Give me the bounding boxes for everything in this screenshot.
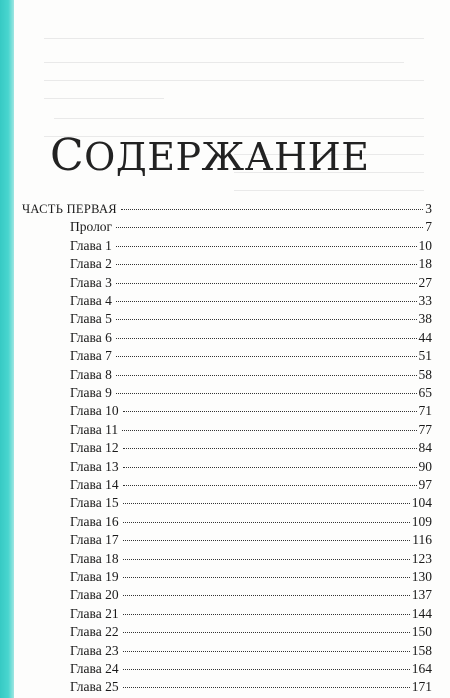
- cover-edge: [0, 0, 14, 698]
- leader-dots: [123, 595, 410, 596]
- leader-dots: [123, 467, 417, 468]
- toc-entry-label: Глава 12: [70, 440, 119, 456]
- toc-entry-row[interactable]: [22, 494, 432, 512]
- leader-dots: [116, 356, 417, 357]
- toc-part-page: 3: [425, 201, 432, 216]
- leader-dots: [116, 375, 417, 376]
- toc-entry-row[interactable]: [22, 568, 432, 586]
- toc-entry-label: Глава 14: [70, 477, 119, 492]
- toc-entry-row[interactable]: [22, 550, 432, 568]
- leader-dots: [116, 246, 417, 247]
- toc-entry-label: Глава 8: [70, 366, 112, 382]
- leader-dots: [123, 448, 417, 449]
- toc-entry-label: Глава 22: [70, 624, 119, 640]
- toc-entry-label: Глава 9: [70, 385, 112, 400]
- leader-dots: [122, 430, 416, 431]
- toc-entry-page: 150: [411, 624, 432, 640]
- toc-entry-row[interactable]: [22, 678, 432, 696]
- leader-dots: [123, 577, 410, 578]
- toc-entry-label: Глава 19: [70, 569, 119, 584]
- toc-entry-label: Глава 5: [70, 311, 112, 327]
- toc-entry-row[interactable]: [22, 623, 432, 641]
- toc-entry-page: 137: [411, 587, 432, 603]
- toc-entry-page: 164: [411, 661, 432, 676]
- toc-entry-page: 44: [418, 329, 432, 345]
- book-page: [14, 0, 450, 698]
- toc-entry-page: 130: [411, 569, 432, 584]
- toc-entry-row[interactable]: [22, 218, 432, 236]
- toc-entry-row[interactable]: [22, 605, 432, 623]
- toc-entry-page: 123: [411, 550, 432, 566]
- leader-dots: [123, 559, 410, 560]
- toc-entry-row[interactable]: [22, 476, 432, 494]
- toc-entry-row[interactable]: [22, 439, 432, 457]
- toc-entry-label: Глава 20: [70, 587, 119, 603]
- toc-entry-page: 58: [418, 366, 432, 382]
- toc-entry-label: Глава 3: [70, 274, 112, 290]
- leader-dots: [121, 209, 423, 210]
- toc-entry-page: 171: [411, 679, 432, 695]
- leader-dots: [116, 393, 417, 394]
- leader-dots: [123, 540, 411, 541]
- toc-entry-row[interactable]: [22, 586, 432, 604]
- toc-entry-page: 65: [418, 385, 432, 400]
- toc-entry-page: 77: [418, 421, 432, 437]
- toc-entry-row[interactable]: [22, 384, 432, 402]
- toc-part-label: ЧАСТЬ ПЕРВАЯ: [22, 202, 117, 216]
- leader-dots: [116, 264, 417, 265]
- leader-dots: [116, 301, 417, 302]
- leader-dots: [123, 485, 417, 486]
- toc-entry-page: 18: [418, 256, 432, 272]
- toc-entry-page: 10: [418, 237, 432, 253]
- toc-entry-page: 144: [411, 605, 432, 621]
- toc-entry-page: 116: [412, 532, 432, 548]
- toc-entry-page: 104: [411, 495, 432, 511]
- toc-entry-label: Глава 18: [70, 550, 119, 566]
- toc-entry-page: 158: [411, 642, 432, 658]
- toc-entry-label: Глава 25: [70, 679, 119, 695]
- toc-entry-row[interactable]: [22, 531, 432, 549]
- toc-entry-row[interactable]: [22, 402, 432, 420]
- toc-entry-label: Глава 13: [70, 458, 119, 474]
- toc-entry-label: Глава 23: [70, 642, 119, 658]
- title-initial: С: [50, 130, 85, 181]
- leader-dots: [123, 669, 410, 670]
- toc-entry-page: 38: [418, 311, 432, 327]
- toc-entry-row[interactable]: [22, 255, 432, 273]
- leader-dots: [123, 503, 410, 504]
- toc-entry-label: Пролог: [70, 219, 113, 235]
- toc-entry-label: Глава 17: [70, 532, 119, 548]
- toc-entry-label: Глава 15: [70, 495, 119, 511]
- toc-entry-page: 51: [418, 348, 432, 364]
- toc-entry-row[interactable]: [22, 329, 432, 347]
- toc-entry-label: Глава 21: [70, 605, 119, 621]
- toc-entry-row[interactable]: [22, 421, 432, 439]
- toc-entry-label: Глава 1: [70, 237, 112, 253]
- toc-entry-row[interactable]: [22, 237, 432, 255]
- toc-entry-page: 97: [418, 477, 432, 492]
- toc-entry-page: 90: [418, 458, 432, 474]
- toc-entry-row[interactable]: [22, 310, 432, 328]
- page-title: [50, 130, 370, 181]
- toc-entry-row[interactable]: [22, 292, 432, 310]
- leader-dots: [123, 632, 410, 633]
- toc-entry-page: 71: [418, 403, 432, 419]
- toc-entry-page: 84: [418, 440, 432, 456]
- toc-entry-label: Глава 16: [70, 513, 119, 529]
- toc-entry-page: 33: [418, 293, 432, 308]
- toc-entry-row[interactable]: [22, 513, 432, 531]
- leader-dots: [123, 687, 410, 688]
- toc-entry-row[interactable]: [22, 642, 432, 660]
- leader-dots: [123, 411, 417, 412]
- title-rest: ОДЕРЖАНИЕ: [84, 135, 370, 179]
- leader-dots: [116, 227, 423, 228]
- leader-dots: [116, 338, 417, 339]
- toc-entry-label: Глава 7: [70, 348, 112, 364]
- toc-entry-row[interactable]: [22, 458, 432, 476]
- toc-entry-label: Глава 6: [70, 329, 112, 345]
- toc-entry-label: Глава 10: [70, 403, 119, 419]
- leader-dots: [123, 522, 410, 523]
- leader-dots: [123, 651, 410, 652]
- toc-entry-row[interactable]: [22, 347, 432, 365]
- toc-entry-row[interactable]: [22, 660, 432, 678]
- leader-dots: [116, 319, 417, 320]
- toc-entry-page: 7: [425, 219, 432, 235]
- toc-entry-row[interactable]: [22, 366, 432, 384]
- toc-entry-page: 27: [418, 274, 432, 290]
- leader-dots: [123, 614, 410, 615]
- toc-entry-label: Глава 11: [70, 421, 119, 437]
- toc-entry-row[interactable]: [22, 274, 432, 292]
- toc-entry-label: Глава 24: [70, 661, 119, 676]
- toc-entry-page: 109: [411, 513, 432, 529]
- toc-entry-label: Глава 4: [70, 293, 112, 308]
- leader-dots: [116, 283, 417, 284]
- toc-part-row[interactable]: [22, 200, 432, 218]
- toc-entry-label: Глава 2: [70, 256, 112, 272]
